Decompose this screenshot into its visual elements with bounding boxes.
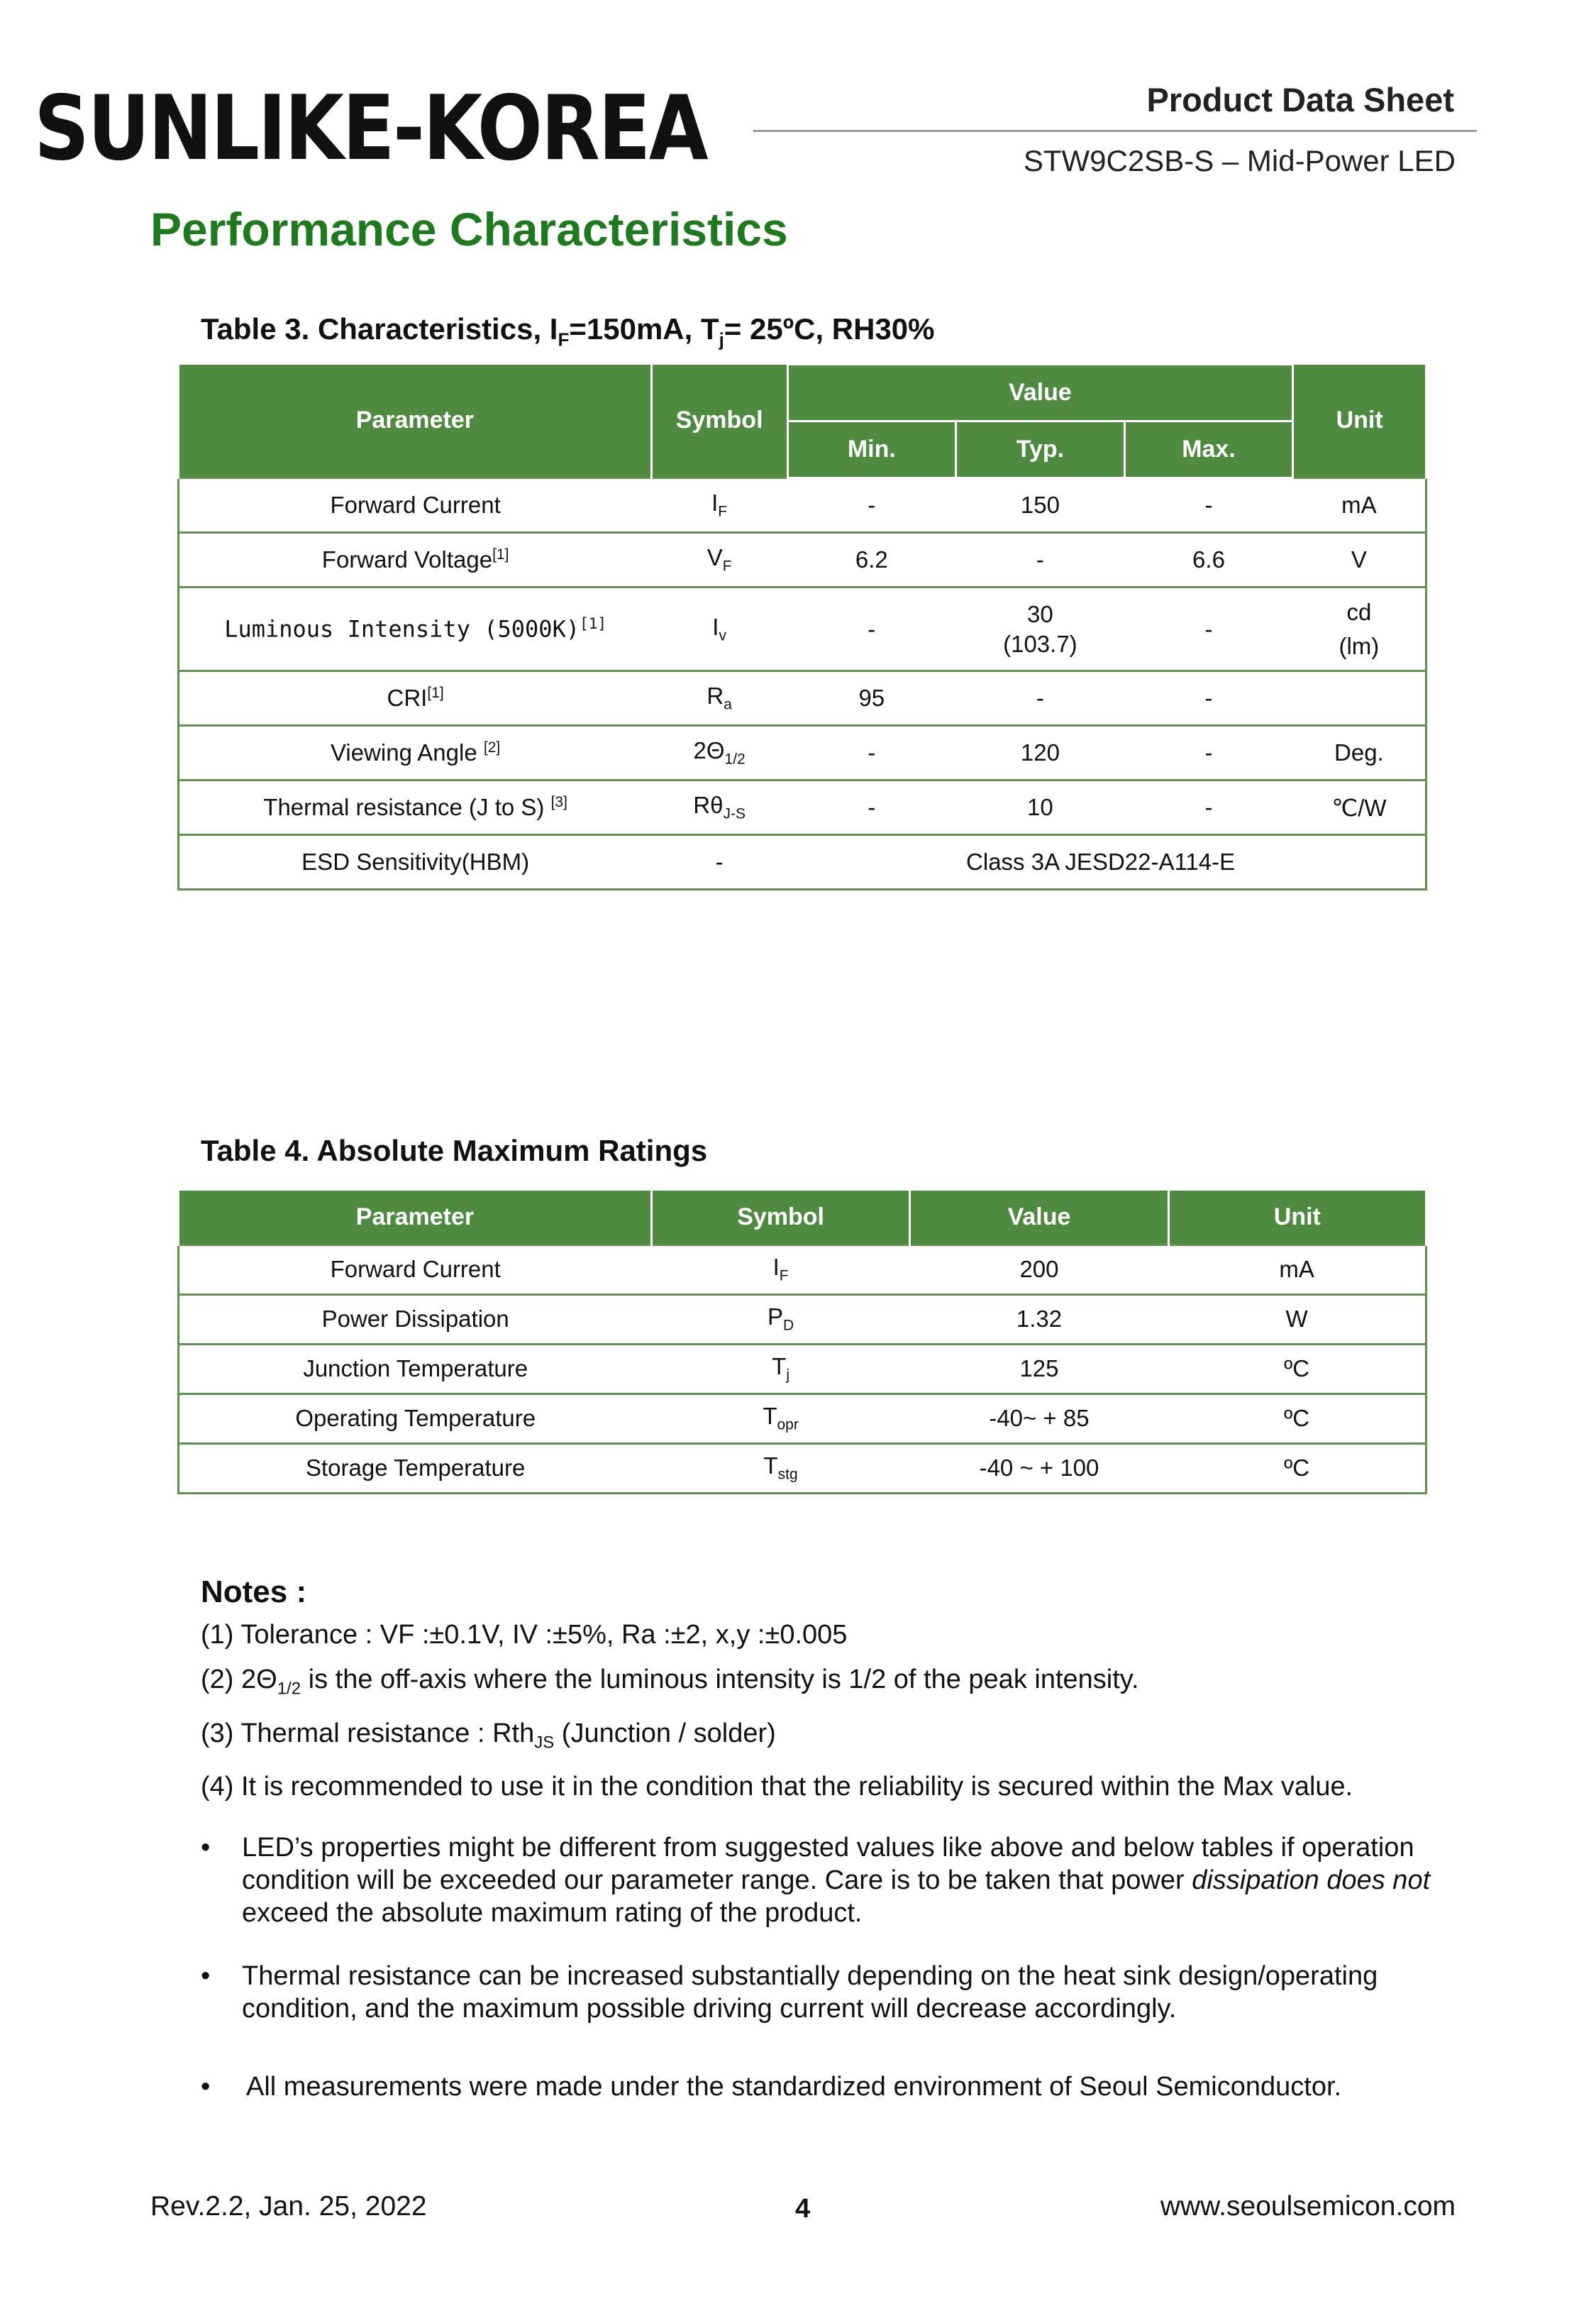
header-parameter: Parameter — [179, 365, 652, 478]
symbol-cell: $R\theta_{J-S}$ — [651, 780, 787, 835]
footer-revision: Rev.2.2, Jan. 25, 2022 — [150, 2191, 427, 2222]
symbol-cell: $I_F$ — [651, 478, 787, 533]
param-cell: Viewing Angle [2] — [179, 726, 652, 780]
max-ratings-table — [177, 1191, 1427, 1494]
unit-cell: mA — [1168, 1245, 1426, 1294]
min-cell: - — [787, 478, 956, 533]
table-row — [179, 835, 1426, 890]
header-unit: Unit — [1293, 365, 1426, 478]
unit-cell: ºC — [1168, 1394, 1426, 1443]
typ-cell: 150 — [956, 478, 1125, 533]
characteristics-table — [177, 363, 1427, 890]
table-row — [179, 1294, 1426, 1344]
unit-cell: ℃/W — [1293, 780, 1426, 835]
max-cell: - — [1124, 780, 1293, 835]
bullet-marker: • — [201, 1833, 211, 1863]
doc-title: Product Data Sheet — [1146, 81, 1454, 118]
doc-subtitle: STW9C2SB-S – Mid-Power LED — [1023, 144, 1456, 177]
min-cell: 95 — [787, 671, 956, 726]
param-cell: Operating Temperature — [179, 1394, 652, 1443]
symbol-cell: $V_F$ — [651, 533, 787, 587]
bullet-text: Thermal resistance can be increased substantially depending on the heat sink design/operating condition, and the maximum possible driving current will decrease accordingly. — [242, 1961, 1378, 2024]
unit-cell: Deg. — [1293, 726, 1426, 780]
typ-cell: 30 (103.7) — [956, 587, 1125, 671]
param-cell: Forward Current — [179, 478, 652, 533]
param-cell: Forward Voltage[1] — [179, 533, 652, 587]
symbol-cell: $I_v$ — [651, 587, 787, 671]
table-row — [179, 533, 1426, 587]
param-cell: Forward Current — [179, 1245, 652, 1294]
unit-cell: ºC — [1168, 1344, 1426, 1394]
table3-caption: Table 3. Characteristics, $I_F=150mA$, $T_j=$ 25ºC, RH30% — [201, 312, 935, 351]
max-cell: - — [1124, 478, 1293, 533]
value-cell: 125 — [910, 1344, 1168, 1394]
company-logo: SUNLIKE-KOREA — [34, 76, 707, 180]
max-cell: 6.6 — [1124, 533, 1293, 587]
page-number: 4 — [795, 2194, 811, 2224]
symbol-cell: $T_{opr}$ — [651, 1394, 909, 1443]
bullet-marker: • — [201, 1961, 211, 1991]
table-row — [179, 726, 1426, 780]
esd-value-cell: Class 3A JESD22-A114-E — [787, 835, 1426, 890]
table-row — [179, 478, 1426, 533]
unit-cell: mA — [1293, 478, 1426, 533]
bullet-item — [201, 1960, 1449, 2025]
footer-website-link[interactable]: www.seoulsemicon.com — [1160, 2191, 1456, 2222]
value-cell: 1.32 — [910, 1294, 1168, 1344]
value-cell: -40 ~ + 100 — [910, 1443, 1168, 1493]
header-symbol: Symbol — [651, 365, 787, 478]
header-parameter: Parameter — [179, 1191, 652, 1245]
symbol-cell: $I_F$ — [651, 1245, 909, 1294]
symbol-cell: $R_a$ — [651, 671, 787, 726]
min-cell: 6.2 — [787, 533, 956, 587]
header-max: Max. — [1124, 421, 1293, 478]
param-cell: Power Dissipation — [179, 1294, 652, 1344]
unit-cell: W — [1168, 1294, 1426, 1344]
typ-cell: 10 — [956, 780, 1125, 835]
header-symbol: Symbol — [651, 1191, 909, 1245]
bullet-text: LED’s properties might be different from suggested values like above and below tables if operation condition will be exceeded our parameter range. Care is to be taken that power dissipation does not exceed the absolute maximum rating of the product. — [242, 1833, 1431, 1928]
table-row — [179, 1443, 1426, 1493]
min-cell: - — [787, 726, 956, 780]
header-min: Min. — [787, 421, 956, 478]
unit-cell — [1293, 671, 1426, 726]
bullet-item — [201, 2070, 1449, 2103]
min-cell: - — [787, 780, 956, 835]
min-cell: - — [787, 587, 956, 671]
param-cell: Thermal resistance (J to S) [3] — [179, 780, 652, 835]
symbol-cell: $T_{stg}$ — [651, 1443, 909, 1493]
param-cell: Junction Temperature — [179, 1344, 652, 1394]
typ-cell: - — [956, 671, 1125, 726]
symbol-cell: $T_j$ — [651, 1344, 909, 1394]
bullet-text: All measurements were made under the standardized environment of Seoul Semiconductor. — [246, 2072, 1342, 2102]
table-row — [179, 1394, 1426, 1443]
param-cell: Luminous Intensity (5000K)[1] — [179, 587, 652, 671]
max-cell: - — [1124, 671, 1293, 726]
param-cell: ESD Sensitivity(HBM) — [179, 835, 652, 890]
table-row — [179, 671, 1426, 726]
symbol-cell: - — [651, 835, 787, 890]
value-cell: -40~ + 85 — [910, 1394, 1168, 1443]
typ-cell: - — [956, 533, 1125, 587]
param-cell: Storage Temperature — [179, 1443, 652, 1493]
max-cell: - — [1124, 587, 1293, 671]
notes-heading: Notes : — [201, 1574, 307, 1609]
unit-cell: ºC — [1168, 1443, 1426, 1493]
unit-cell: cd (lm) — [1293, 587, 1426, 671]
note-1: (1) Tolerance : VF :±0.1V, IV :±5%, Ra :±2, x,y :±0.005 — [201, 1620, 848, 1650]
header-value: Value — [910, 1191, 1168, 1245]
note-2: (2) $2\Theta_{1/2}$ is the off-axis where the luminous intensity is 1/2 of the peak intensity. — [201, 1665, 1139, 1699]
header-value: Value — [787, 365, 1293, 421]
bullet-marker: • — [201, 2072, 211, 2102]
header-typ: Typ. — [956, 421, 1125, 478]
value-cell: 200 — [910, 1245, 1168, 1294]
header-unit: Unit — [1168, 1191, 1426, 1245]
table-row — [179, 780, 1426, 835]
symbol-cell: $2\Theta_{1/2}$ — [651, 726, 787, 780]
notes-block — [201, 1572, 1478, 1809]
table-row — [179, 1344, 1426, 1394]
note-3: (3) Thermal resistance : Rth$_{JS}$ (Junction / solder) — [201, 1718, 776, 1753]
unit-cell: V — [1293, 533, 1426, 587]
symbol-cell: $P_D$ — [651, 1294, 909, 1344]
table-row — [179, 587, 1426, 671]
param-cell: CRI[1] — [179, 671, 652, 726]
typ-cell: 120 — [956, 726, 1125, 780]
section-title: Performance Characteristics — [150, 203, 788, 255]
table-row — [179, 1245, 1426, 1294]
max-cell: - — [1124, 726, 1293, 780]
header-divider — [753, 130, 1477, 132]
bullet-item — [201, 1831, 1449, 1931]
table4-caption: Table 4. Absolute Maximum Ratings — [201, 1134, 708, 1167]
note-4: (4) It is recommended to use it in the condition that the reliability is secured within the Max value. — [201, 1772, 1353, 1802]
